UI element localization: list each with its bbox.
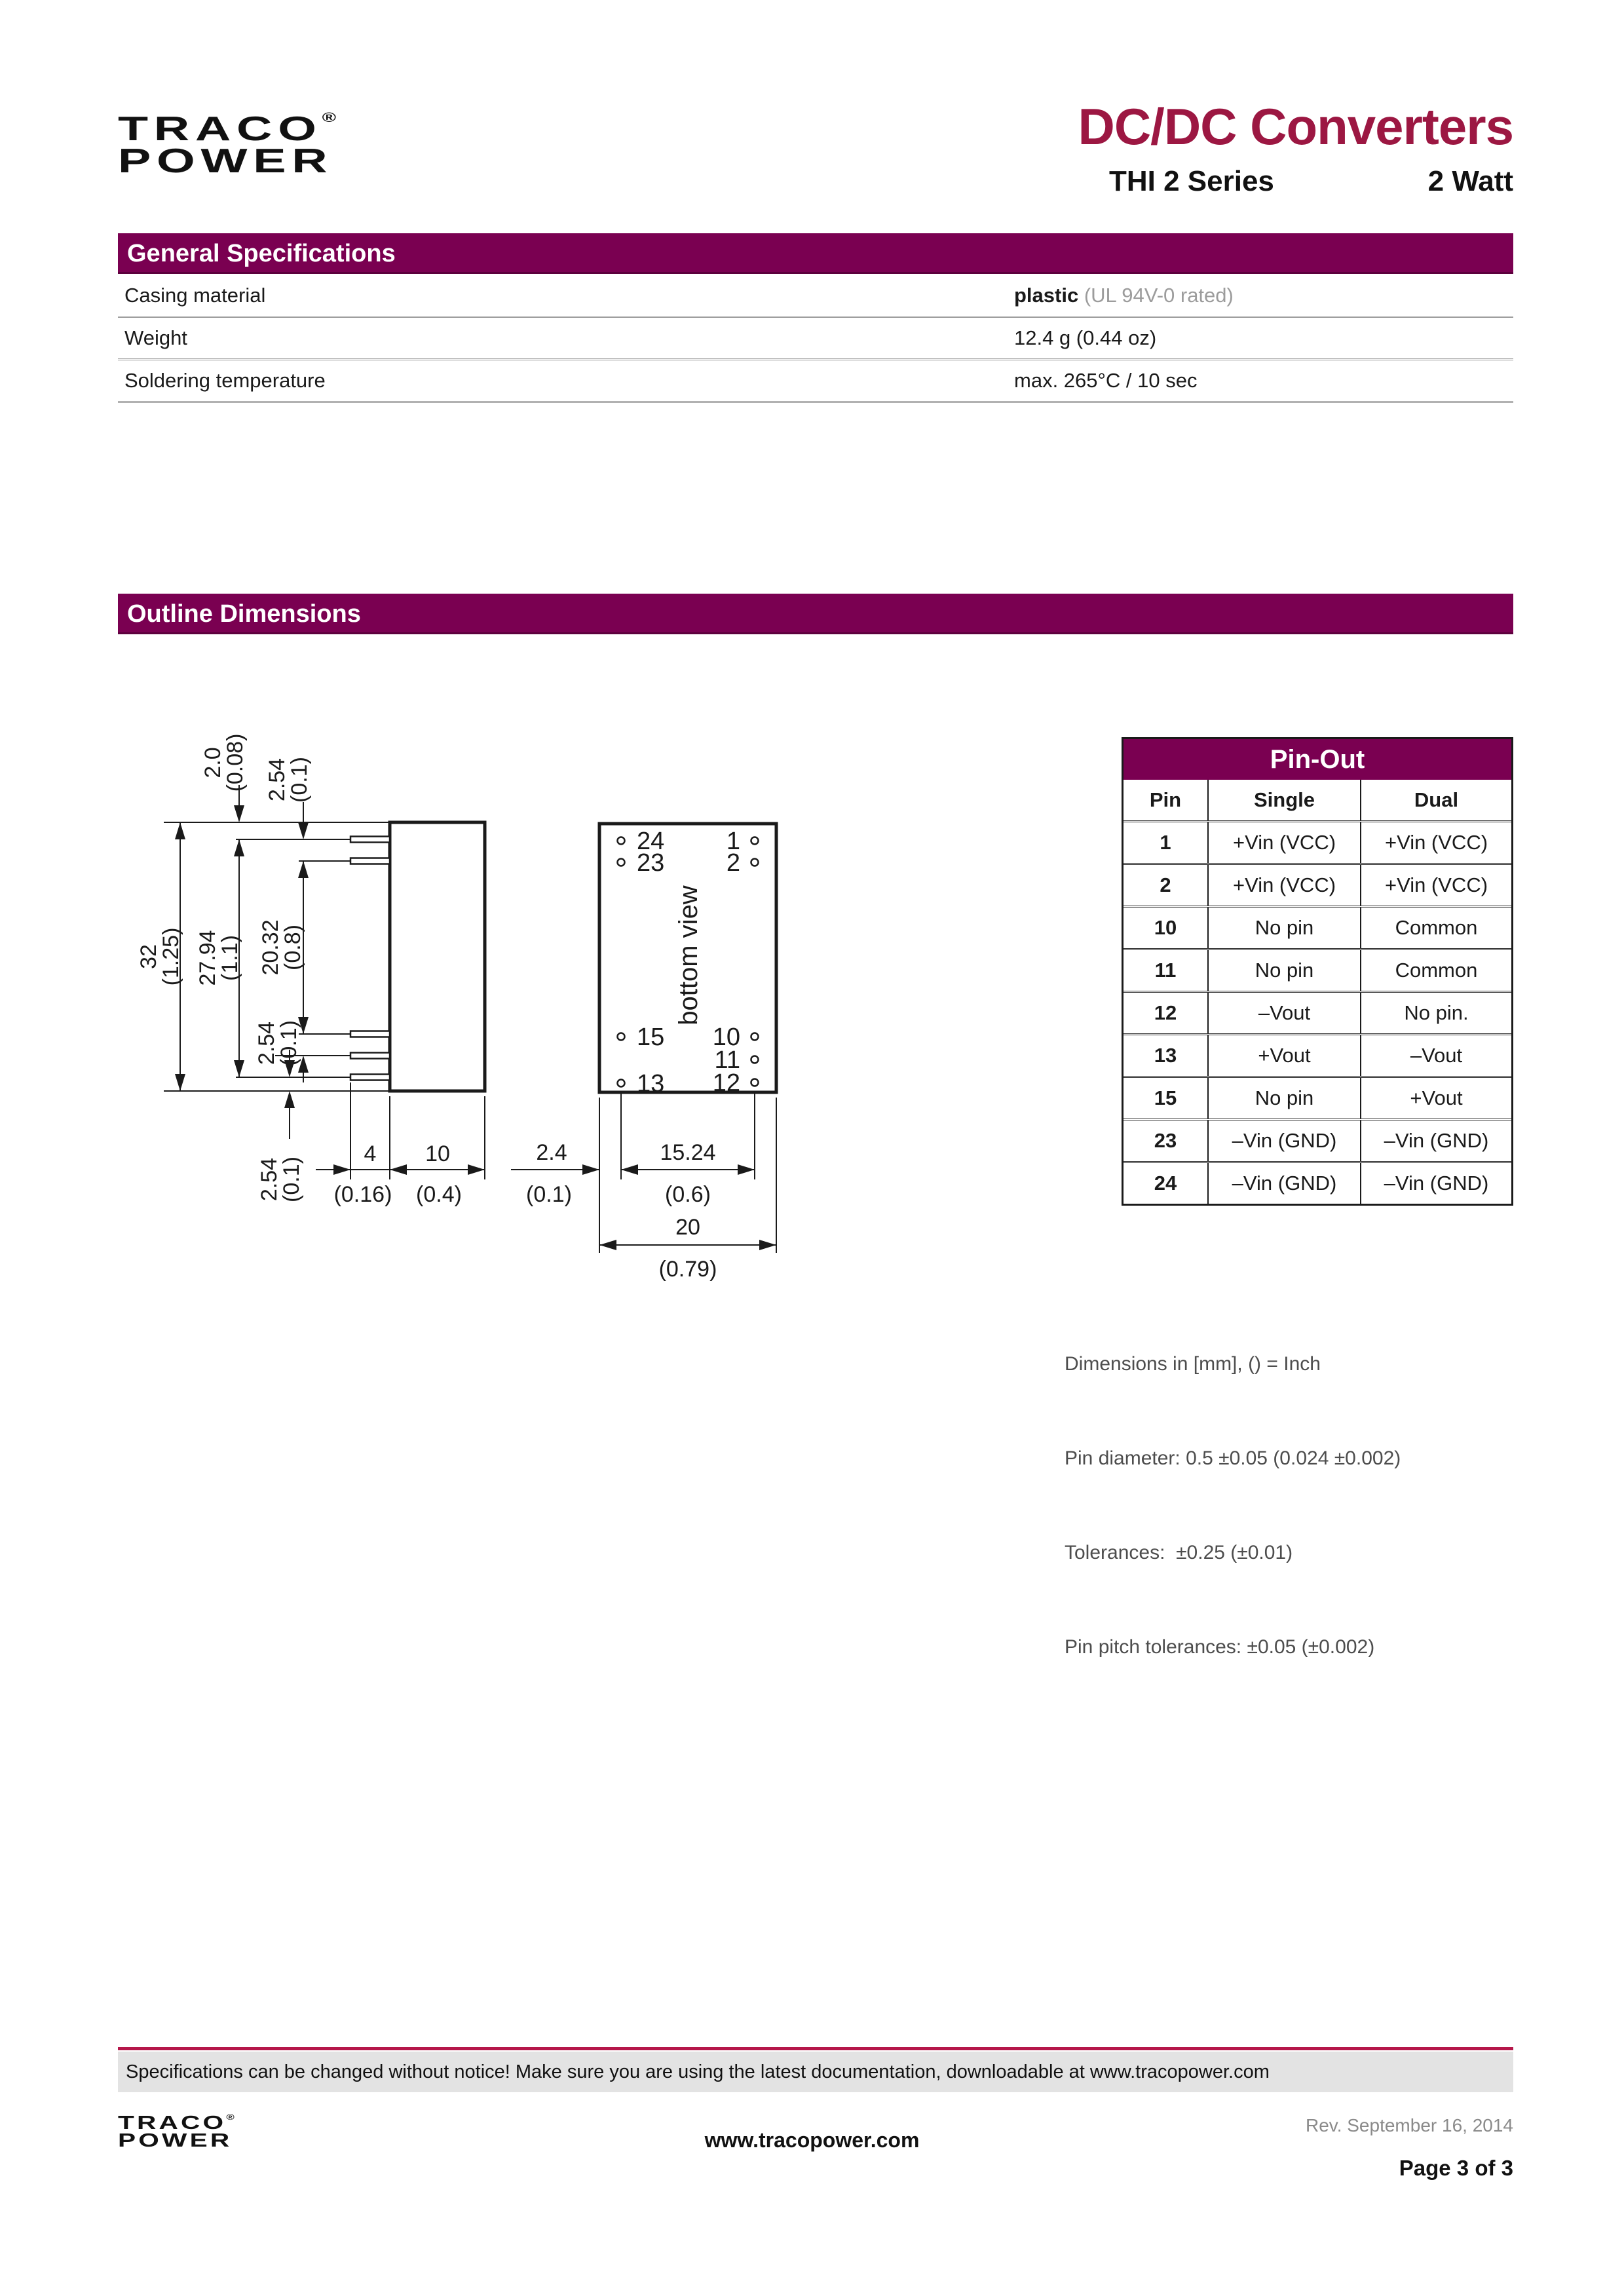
note-line: Tolerances: ±0.25 (±0.01): [1065, 1542, 1293, 1563]
footer-notice: Specifications can be changed without notice! Make sure you are using the latest documentation, downloadable at www.tracopower.com: [118, 2052, 1513, 2092]
traco-power-logo: [118, 102, 336, 178]
registered-mark-icon: ®: [322, 111, 336, 125]
logo-line2: POWER: [118, 142, 333, 180]
pin-single: +Vin (VCC): [1207, 822, 1360, 863]
dim-pin-span-label: 27.94(1.1): [195, 930, 242, 986]
pin-11-label: 11: [714, 1046, 740, 1074]
outline-drawing: [118, 714, 852, 1304]
dimension-notes: [1065, 1286, 1401, 1726]
table-row: [118, 318, 1513, 360]
pin-24-label: 24: [637, 828, 665, 855]
dim-edge-offset-inch-label: (0.1): [526, 1182, 572, 1207]
pinout-column-headers: [1124, 780, 1511, 820]
spec-label: Soldering temperature: [124, 369, 326, 392]
pin-15-label: 15: [637, 1024, 665, 1051]
pin-number: 15: [1154, 1086, 1177, 1109]
pin-13-label: 13: [637, 1070, 665, 1098]
col-pin: Pin: [1149, 788, 1182, 811]
pin-dual: +Vout: [1360, 1078, 1511, 1119]
dim-body-width-label: 10: [425, 1141, 450, 1166]
dim-pitch-top-label: 2.54(0.1): [265, 757, 312, 803]
footer-accent-rule: [118, 2047, 1513, 2050]
pin-single: –Vin (GND): [1207, 1163, 1360, 1204]
table-row: [1124, 863, 1511, 906]
pin-dual: –Vin (GND): [1360, 1163, 1511, 1204]
col-dual: Dual: [1360, 780, 1511, 820]
bottom-view-caption: bottom view: [674, 885, 703, 1025]
dim-top-offset-label: 2.0(0.08): [200, 733, 248, 792]
page-title: DC/DC Converters: [1078, 98, 1513, 155]
table-row: [118, 275, 1513, 318]
table-row: [1124, 1033, 1511, 1076]
series-row: [1109, 165, 1513, 198]
side-view: [136, 734, 485, 1207]
spec-value-text: max. 265°C / 10 sec: [1014, 369, 1198, 392]
pin-single: –Vout: [1207, 993, 1360, 1033]
spec-value: [1014, 360, 1197, 401]
pin-single: +Vin (VCC): [1207, 865, 1360, 906]
table-row: [1124, 1161, 1511, 1204]
table-row: [1124, 991, 1511, 1033]
general-specifications-table: [118, 275, 1513, 403]
pin-dual: Common: [1360, 908, 1511, 948]
pin-number: 2: [1160, 873, 1171, 896]
pin-number: 1: [1160, 831, 1171, 854]
dim-overall-width-label: 20: [675, 1215, 700, 1240]
general-specifications-bar: General Specifications: [118, 233, 1513, 274]
pinout-table: [1122, 737, 1513, 1206]
dim-overall-width-inch-label: (0.79): [658, 1257, 717, 1282]
series-name: THI 2 Series: [1109, 165, 1274, 197]
pin-single: +Vout: [1207, 1035, 1360, 1076]
revision-date: Rev. September 16, 2014: [1305, 2115, 1513, 2135]
pin-single: –Vin (GND): [1207, 1120, 1360, 1161]
pin-single: No pin: [1207, 950, 1360, 991]
footer-website-link[interactable]: www.tracopower.com: [704, 2128, 920, 2152]
col-single: Single: [1207, 780, 1360, 820]
note-line: Pin pitch tolerances: ±0.05 (±0.002): [1065, 1636, 1375, 1658]
pin-23-label: 23: [637, 849, 665, 877]
pin-12-label: 12: [712, 1069, 740, 1097]
table-row: [1124, 820, 1511, 863]
pin-dual: Common: [1360, 950, 1511, 991]
pin-number: 13: [1154, 1044, 1177, 1067]
footer-logo-line1: TRACO: [118, 2113, 227, 2133]
pin-dual: +Vin (VCC): [1360, 865, 1511, 906]
spec-label: Weight: [124, 326, 187, 349]
dim-row-span-inch-label: (0.6): [665, 1182, 711, 1207]
pin-2-label: 2: [726, 849, 740, 877]
page-number: Page 3 of 3: [1399, 2156, 1513, 2180]
pin-dual: No pin.: [1360, 993, 1511, 1033]
table-row: [1124, 906, 1511, 948]
note-line: Dimensions in [mm], () = Inch: [1065, 1353, 1321, 1375]
pin-dual: +Vin (VCC): [1360, 822, 1511, 863]
dim-overall-height-label: 32(1.25): [136, 927, 183, 986]
pin-number: 23: [1154, 1129, 1177, 1152]
bottom-view: [511, 824, 776, 1282]
pin-10-label: 10: [712, 1024, 740, 1051]
pin-number: 24: [1154, 1172, 1177, 1195]
dim-pin-length-label: 4: [364, 1141, 377, 1166]
pin-number: 10: [1154, 916, 1177, 939]
pin-single: No pin: [1207, 908, 1360, 948]
dim-pitch-mid-label: 2.54(0.1): [254, 1020, 301, 1066]
spec-value: [1014, 318, 1156, 358]
dim-row-span-label: 15.24: [660, 1140, 716, 1165]
table-row: [1124, 1119, 1511, 1161]
power-rating: 2 Watt: [1427, 165, 1513, 197]
dim-body-width-inch-label: (0.4): [416, 1182, 462, 1207]
module-body-side: [390, 822, 485, 1091]
pin-number: 12: [1154, 1001, 1177, 1024]
pinout-title: Pin-Out: [1124, 739, 1511, 780]
note-line: Pin diameter: 0.5 ±0.05 (0.024 ±0.002): [1065, 1447, 1401, 1469]
pin-1-label: 1: [726, 828, 740, 855]
dim-pitch-bottom-label: 2.54(0.1): [257, 1157, 304, 1202]
table-row: [1124, 1076, 1511, 1119]
spec-value-strong: plastic: [1014, 284, 1079, 307]
pin-single: No pin: [1207, 1078, 1360, 1119]
spec-value-note: (UL 94V-0 rated): [1078, 284, 1234, 307]
spec-value-text: 12.4 g (0.44 oz): [1014, 326, 1157, 349]
spec-value: [1014, 275, 1234, 316]
registered-mark-icon: ®: [226, 2113, 235, 2122]
dim-edge-offset-label: 2.4: [536, 1140, 567, 1165]
pin-dual: –Vin (GND): [1360, 1120, 1511, 1161]
logo-line1: TRACO: [118, 110, 322, 148]
table-row: [118, 360, 1513, 403]
outline-dimensions-bar: Outline Dimensions: [118, 594, 1513, 634]
dim-gap-label: 20.32(0.8): [258, 919, 305, 976]
pin-dual: –Vout: [1360, 1035, 1511, 1076]
spec-label: Casing material: [124, 284, 266, 307]
footer-logo-line2: POWER: [118, 2130, 233, 2151]
table-row: [1124, 948, 1511, 991]
dim-pin-length-inch-label: (0.16): [333, 1182, 392, 1207]
pin-number: 11: [1154, 959, 1177, 982]
